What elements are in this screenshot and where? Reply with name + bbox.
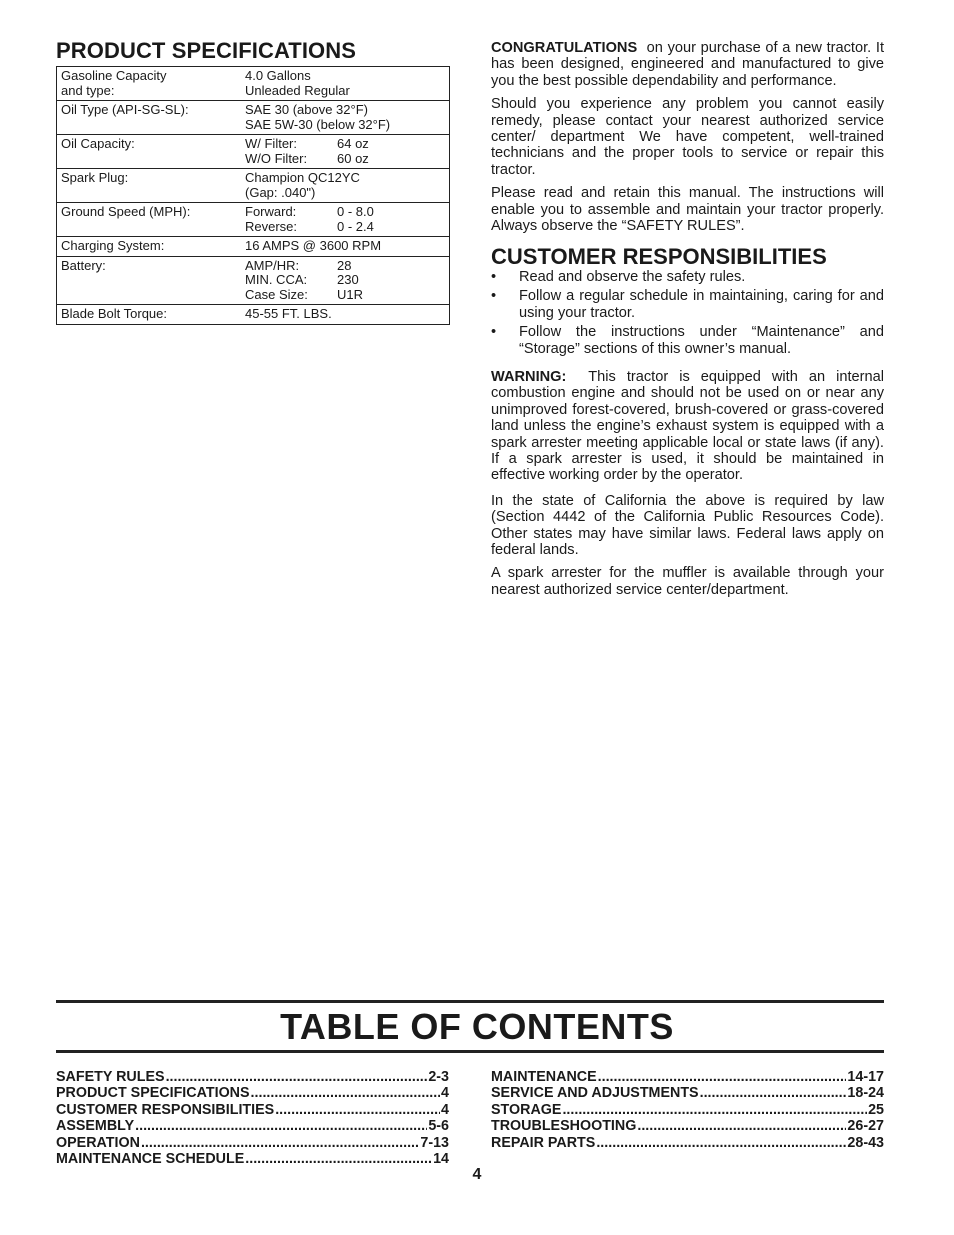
- toc-entry-label: PRODUCT SPECIFICATIONS: [56, 1085, 250, 1102]
- toc-entry-label: ASSEMBLY: [56, 1118, 135, 1135]
- congratulations-text: on your purchase of a new tractor. It has been designed, engineered and manufactured to give you the best possible dependability and performance.: [491, 40, 884, 89]
- spec-label: [57, 169, 242, 203]
- spec-value: [241, 256, 450, 305]
- toc-leader-dots: [598, 1069, 847, 1085]
- spec-label-line: Battery:: [61, 257, 106, 273]
- spec-value-amount: 0 - 8.0: [337, 204, 374, 219]
- toc-leader-dots: [637, 1118, 846, 1134]
- spec-value-key: W/ Filter:: [245, 136, 297, 151]
- spec-label-line: Gasoline Capacity: [61, 68, 167, 83]
- spec-row: [57, 67, 450, 101]
- spec-value-key: Case Size:: [245, 286, 308, 302]
- warning-paragraph: [491, 369, 884, 484]
- customer-responsibilities-heading: CUSTOMER RESPONSIBILITIES: [491, 244, 827, 270]
- toc-title: TABLE OF CONTENTS: [280, 1006, 674, 1047]
- spec-row: [57, 203, 450, 237]
- toc-right-column: [491, 1069, 884, 1151]
- toc-entry-page: 7-13: [420, 1134, 449, 1151]
- warning-label: WARNING:: [491, 368, 567, 385]
- spec-value: [241, 101, 450, 135]
- spec-value: [241, 169, 450, 203]
- toc-leader-dots: [562, 1102, 867, 1118]
- spec-value: [241, 237, 450, 257]
- responsibility-item: • Read and observe the safety rules.: [491, 269, 884, 285]
- spec-label-line: Charging System:: [61, 238, 165, 253]
- spec-label: [57, 237, 242, 257]
- spec-value-line: Champion QC12YC: [245, 170, 360, 185]
- spec-value-line: SAE 5W-30 (below 32°F): [245, 116, 391, 132]
- spec-label-line: and type:: [61, 82, 115, 98]
- spec-label: [57, 256, 242, 305]
- toc-entry-page: 25: [868, 1101, 884, 1118]
- toc-entry-page: 14-17: [847, 1069, 884, 1085]
- toc-entry-label: MAINTENANCE SCHEDULE: [56, 1151, 245, 1168]
- spec-row: [57, 135, 450, 169]
- toc-entry-page: 26-27: [847, 1118, 884, 1135]
- toc-entry: [56, 1085, 449, 1101]
- spec-label-line: Ground Speed (MPH):: [61, 204, 191, 219]
- spec-value-pair: [245, 259, 445, 274]
- spec-label: [57, 67, 242, 101]
- spec-row: [57, 305, 450, 325]
- spec-value-line: 45-55 FT. LBS.: [245, 306, 332, 321]
- toc-leader-dots: [245, 1151, 432, 1167]
- spec-value: [241, 305, 450, 325]
- toc-top-rule: [56, 1000, 884, 1003]
- responsibilities-list: [491, 269, 884, 357]
- toc-entry-page: 2-3: [428, 1069, 449, 1085]
- toc-entry-label: CUSTOMER RESPONSIBILITIES: [56, 1101, 275, 1118]
- spec-value-amount: 64 oz: [337, 136, 369, 151]
- spec-value-line: 16 AMPS @ 3600 RPM: [245, 238, 382, 253]
- toc-leader-dots: [700, 1085, 847, 1101]
- toc-entry-page: 5-6: [428, 1118, 449, 1135]
- spec-value-key: W/O Filter:: [245, 150, 308, 166]
- spec-value-pair: [245, 288, 445, 303]
- spec-value-pair: [245, 152, 445, 167]
- california-paragraph: In the state of California the above is required by law (Section 4442 of the California Public Resources Code). Other states may have similar laws. Federal laws apply on federal lands.: [491, 492, 884, 558]
- spec-value-pair: [245, 220, 445, 235]
- retain-manual-paragraph: Please read and retain this manual. The instructions will enable you to assemble and maintain your tractor properly. Always observe the “SAFETY RULES”.: [491, 185, 884, 235]
- spec-label-line: Oil Capacity:: [61, 136, 135, 151]
- toc-leader-dots: [251, 1085, 441, 1101]
- responsibility-item: • Follow the instructions under “Maintenance” and “Storage” sections of this owner’s manual.: [491, 324, 884, 357]
- toc-entry-page: 14: [433, 1151, 449, 1168]
- spec-value-amount: 230: [337, 272, 359, 287]
- congratulations-paragraph: [491, 40, 884, 89]
- toc-bottom-rule: [56, 1050, 884, 1053]
- spec-label: [57, 203, 242, 237]
- spec-value-pair: [245, 137, 445, 152]
- toc-entry-label: OPERATION: [56, 1134, 140, 1151]
- spec-value-key: AMP/HR:: [245, 257, 300, 273]
- responsibility-item: • Follow a regular schedule in maintaining, caring for and using your tractor.: [491, 288, 884, 321]
- spec-label: [57, 135, 242, 169]
- toc-entry-label: TROUBLESHOOTING: [491, 1118, 637, 1135]
- toc-entry-page: 18-24: [847, 1085, 884, 1102]
- product-specifications-heading: PRODUCT SPECIFICATIONS: [56, 38, 357, 63]
- spec-value: [241, 67, 450, 101]
- toc-entry-label: REPAIR PARTS: [491, 1134, 596, 1151]
- toc-entry: [56, 1135, 449, 1151]
- toc-entry-label: SERVICE AND ADJUSTMENTS: [491, 1085, 699, 1102]
- warning-text: This tractor is equipped with an internal combustion engine and should not be used on or near any unimproved forest-covered, brush-covered or grass-covered land unless the engine’s exhaust system is equipped with a spark arrester meeting applicable local or state laws (if any). If a spark arrester is used, it should be maintained in effective working order by the operator.: [491, 368, 884, 484]
- toc-entry-label: STORAGE: [491, 1101, 562, 1118]
- spec-value-amount: U1R: [337, 286, 364, 302]
- toc-entry: [491, 1102, 884, 1118]
- toc-leader-dots: [275, 1102, 440, 1118]
- toc-entry: [56, 1151, 449, 1167]
- toc-entry-page: 4: [441, 1101, 449, 1118]
- spec-label-line: Spark Plug:: [61, 170, 129, 185]
- spec-label: [57, 305, 242, 325]
- toc-entry-label: SAFETY RULES: [56, 1069, 165, 1085]
- intro-column: [491, 40, 884, 605]
- toc-left-column: [56, 1069, 449, 1167]
- spec-value-line: 4.0 Gallons: [245, 68, 311, 83]
- toc-entry-label: MAINTENANCE: [491, 1069, 597, 1085]
- toc-entry: [56, 1069, 449, 1085]
- spec-value-line: SAE 30 (above 32°F): [245, 102, 368, 117]
- toc-entry-page: 4: [441, 1085, 449, 1102]
- spec-row: [57, 101, 450, 135]
- congratulations-label: CONGRATULATIONS: [491, 40, 638, 56]
- spec-value-amount: 28: [337, 257, 352, 273]
- toc-leader-dots: [596, 1135, 846, 1151]
- spec-value-key: Forward:: [245, 204, 297, 219]
- spec-value-line: Unleaded Regular: [245, 82, 350, 98]
- spec-label-line: Oil Type (API-SG-SL):: [61, 102, 189, 117]
- spec-value-line: (Gap: .040"): [245, 184, 316, 200]
- spec-value-amount: 60 oz: [337, 150, 369, 166]
- spec-row: [57, 237, 450, 257]
- spec-value-key: MIN. CCA:: [245, 272, 308, 287]
- spec-label: [57, 101, 242, 135]
- spec-value: [241, 203, 450, 237]
- toc-entry-page: 28-43: [847, 1134, 884, 1151]
- toc-entry: [56, 1102, 449, 1118]
- service-paragraph: Should you experience any problem you cannot easily remedy, please contact your nearest authorized service center/ department We have competent, well-trained technicians and the proper tools to service or repair this tractor.: [491, 96, 884, 178]
- spec-value: [241, 135, 450, 169]
- spark-arrester-paragraph: A spark arrester for the muffler is available through your nearest authorized service center/department.: [491, 565, 884, 598]
- spec-row: [57, 256, 450, 305]
- spec-value-pair: [245, 273, 445, 288]
- spec-value-amount: 0 - 2.4: [337, 218, 374, 234]
- page-number: 4: [472, 1166, 482, 1183]
- toc-entry: [491, 1118, 884, 1134]
- toc-leader-dots: [166, 1069, 428, 1085]
- toc-entry: [491, 1135, 884, 1151]
- spec-label-line: Blade Bolt Torque:: [61, 306, 167, 321]
- toc-leader-dots: [135, 1118, 427, 1134]
- spec-row: [57, 169, 450, 203]
- toc-leader-dots: [141, 1135, 419, 1151]
- toc-entry: [491, 1085, 884, 1101]
- specifications-table: [56, 66, 450, 325]
- spec-value-key: Reverse:: [245, 218, 298, 234]
- spec-value-pair: [245, 205, 445, 220]
- toc-entry: [491, 1069, 884, 1085]
- toc-entry: [56, 1118, 449, 1134]
